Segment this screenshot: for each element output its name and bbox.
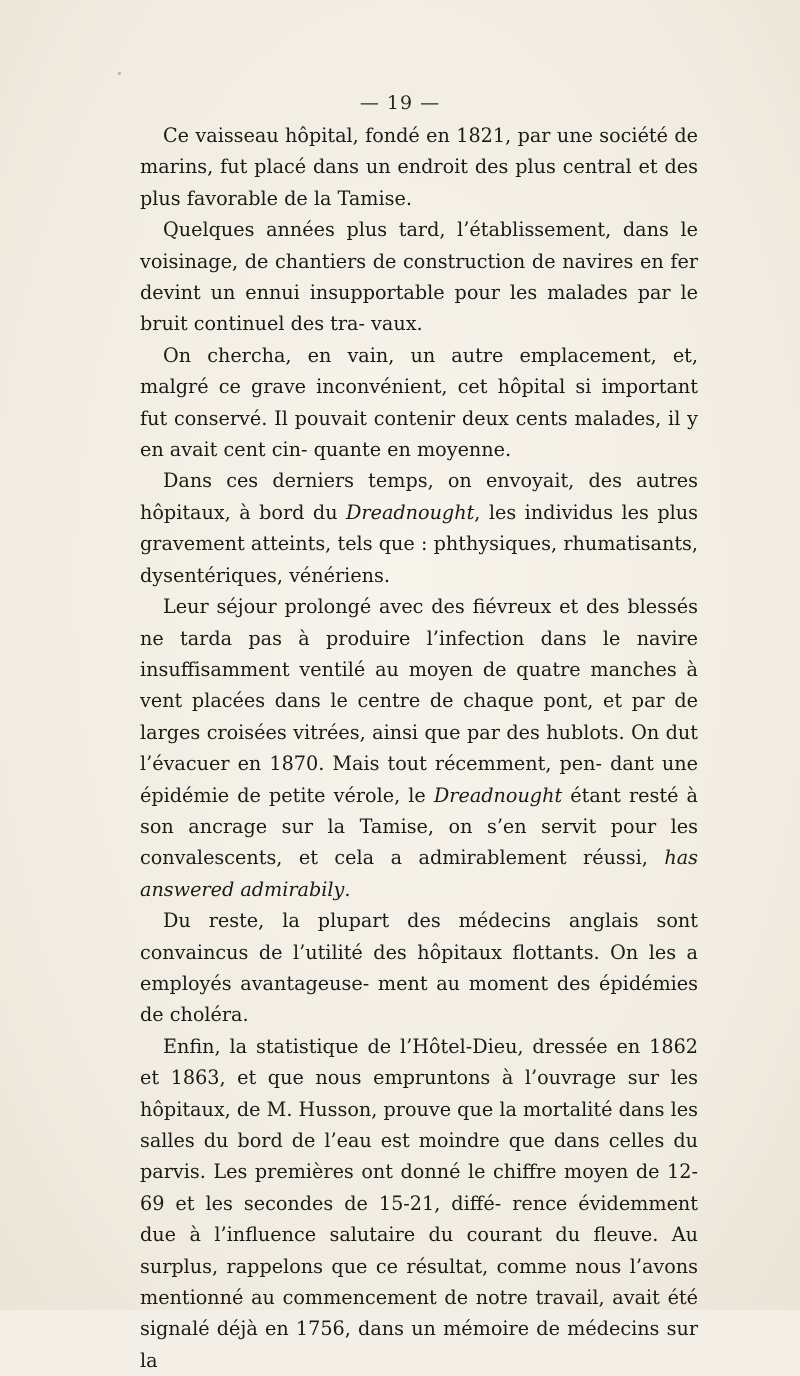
paragraph <box>140 905 698 1031</box>
text-run: , les individus les plus gravement atteints, tels que : phthysiques, rhumatisants, dysentériques, vénériens. <box>140 500 698 587</box>
text-run: Ce vaisseau hôpital, fondé en 1821, par une société de marins, fut placé dans un endroit des plus central et des plus favorable de la Tamise. <box>140 124 698 210</box>
text-run: Leur séjour prolongé avec des fiévreux et des blessés ne tarda pas à produire l’infection dans le navire insuffisamment ventilé au moyen de quatre manches à vent placées dans le centre de chaque pont, et par de larges croisées vitrées, ainsi que par des hublots. On dut l’évacuer en 1870. Mais tout récemment, pen- dant une épidémie de petite vérole, le <box>140 595 698 807</box>
paragraph <box>140 1031 698 1376</box>
paragraph <box>140 340 698 466</box>
text-run: On chercha, en vain, un autre emplacement, et, malgré ce grave inconvénient, cet hôpital si important fut conservé. Il pouvait contenir deux cents malades, il y en avait cent cin- quante en moyenne. <box>140 343 698 462</box>
text-run: . <box>344 877 351 901</box>
paragraph <box>140 465 698 591</box>
paper-speck <box>118 72 121 75</box>
text-run: étant resté à son ancrage sur la Tamise, on s’en servit pour les convalescents, et cela a admirablement réussi, <box>140 783 698 870</box>
text-run: Enfin, la statistique de l’Hôtel-Dieu, dressée en 1862 et 1863, et que nous empruntons à l’ouvrage sur les hôpitaux, de M. Husson, prouve que la mortalité dans les salles du bord de l’eau est moindre que dans celles du parvis. Les premières ont donné le chiffre moyen de 12-69 et les secondes de 15-21, diffé- rence évidemment due à l’influence salutaire du courant du fleuve. Au surplus, rappelons que ce résultat, comme nous l’avons mentionné au commencement de notre travail, avait été signalé déjà en 1756, dans un mémoire de médecins sur la <box>140 1034 698 1372</box>
italic-text: has answered admirabily <box>140 846 698 901</box>
paragraph <box>140 591 698 905</box>
text-run: Dans ces derniers temps, on envoyait, des autres hôpitaux, à bord du <box>140 469 698 524</box>
text-run: Quelques années plus tard, l’établissement, dans le voisinage, de chantiers de construction de navires en fer devint un ennui insupportable pour les malades par le bruit continuel des tra- vaux. <box>140 218 698 336</box>
page-number: — 19 — <box>359 92 441 114</box>
text-run: Du reste, la plupart des médecins anglais sont convaincus de l’utilité des hôpitaux flottants. On les a employés avantageuse- ment au moment des épidémies de choléra. <box>140 909 698 1027</box>
paragraph <box>140 214 698 340</box>
paragraph <box>140 120 698 214</box>
italic-text: Dreadnought <box>346 500 475 524</box>
body-text <box>140 120 698 1376</box>
italic-text: Dreadnought <box>433 783 563 807</box>
